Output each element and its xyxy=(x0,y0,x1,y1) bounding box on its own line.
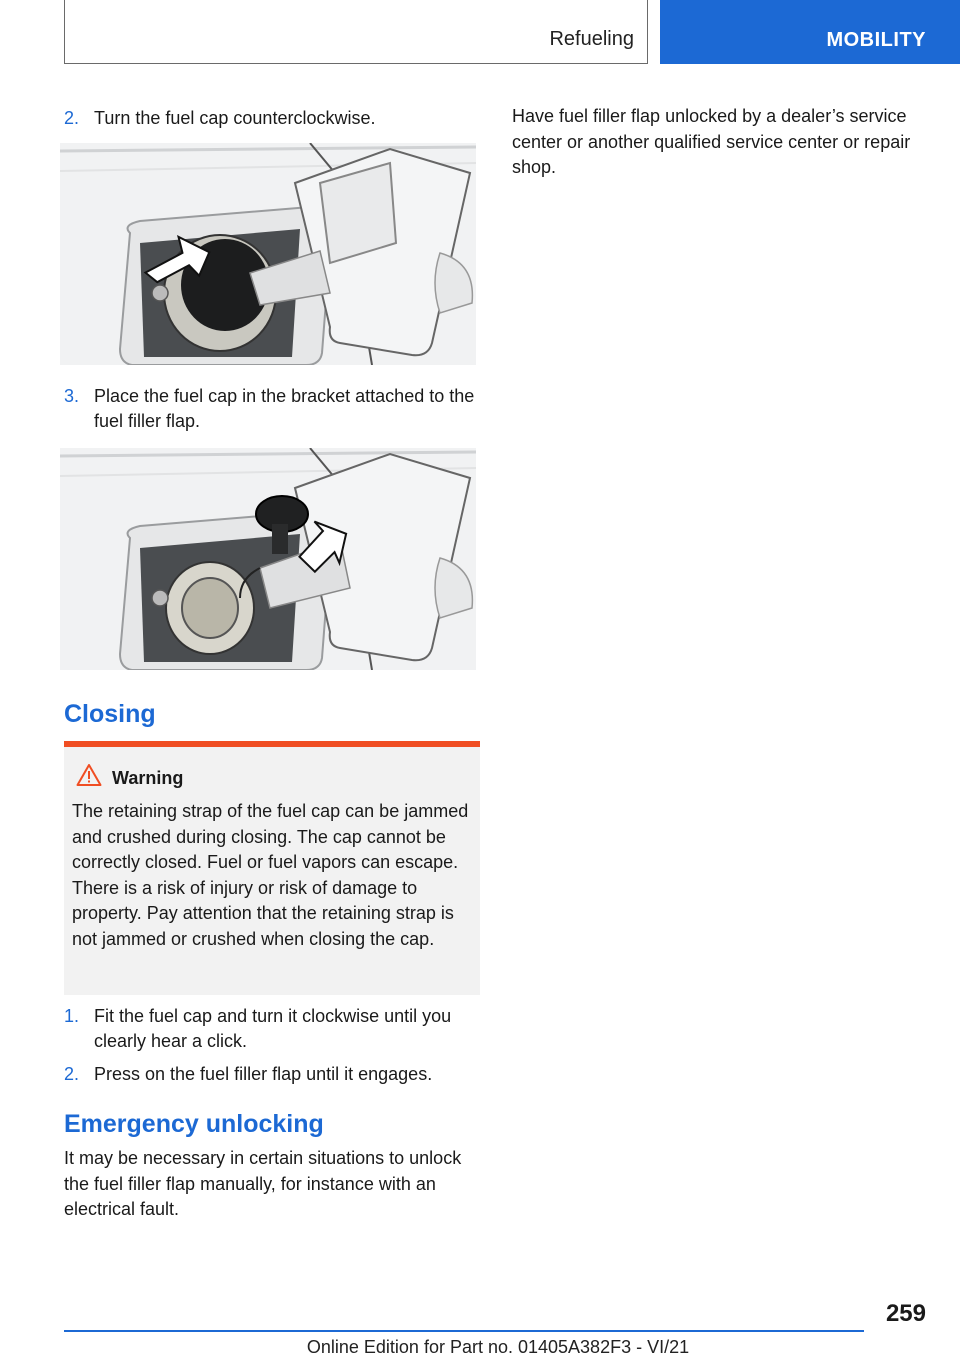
step-text: Press on the fuel filler flap until it engages. xyxy=(94,1064,433,1084)
step-text: Place the fuel cap in the bracket attached to the fuel filler flap. xyxy=(94,386,475,431)
closing-step-1 xyxy=(64,1004,484,1059)
fuel-cap-bracket-illustration xyxy=(60,448,476,670)
closing-step-2 xyxy=(64,1062,484,1092)
step-number: 2. xyxy=(64,108,80,128)
step-number: 2. xyxy=(64,1064,80,1084)
warning-accent-bar xyxy=(64,741,480,747)
emergency-text: It may be necessary in certain situations to unlock the fuel filler flap manually, for instance with an electrical fault. xyxy=(64,1148,462,1219)
warning-triangle-icon xyxy=(76,763,102,787)
warning-title: Warning xyxy=(112,768,184,788)
step-2 xyxy=(64,106,484,136)
step-number: 3. xyxy=(64,386,80,406)
page-number: 259 xyxy=(885,1300,926,1327)
footer-edition: Online Edition for Part no. 01405A382F3 - VI/21 xyxy=(306,1337,690,1357)
footer-rule xyxy=(64,1330,864,1332)
chapter-tab xyxy=(660,0,960,64)
right-column-text: Have fuel filler flap unlocked by a dealer’s service center or another qualified service center or repair shop. xyxy=(512,106,911,177)
step-3 xyxy=(64,384,484,439)
warning-body: The retaining strap of the fuel cap can be jammed and crushed during closing. The cap cannot be correctly closed. Fuel or fuel vapors can escape. There is a risk of injury or risk of damage to property. Pay attention that the retaining strap is not jammed or crushed when closing the cap. xyxy=(72,801,469,949)
emergency-heading: Emergency unlocking xyxy=(64,1110,324,1138)
step-number: 1. xyxy=(64,1006,80,1026)
chapter-label: MOBILITY xyxy=(826,29,926,51)
step-text: Turn the fuel cap counterclockwise. xyxy=(94,108,376,128)
section-title: Refueling xyxy=(549,28,634,50)
step-text: Fit the fuel cap and turn it clockwise until you clearly hear a click. xyxy=(94,1006,452,1051)
warning-box xyxy=(64,741,480,995)
fuel-cap-turn-illustration xyxy=(60,143,476,365)
closing-heading: Closing xyxy=(64,700,156,728)
